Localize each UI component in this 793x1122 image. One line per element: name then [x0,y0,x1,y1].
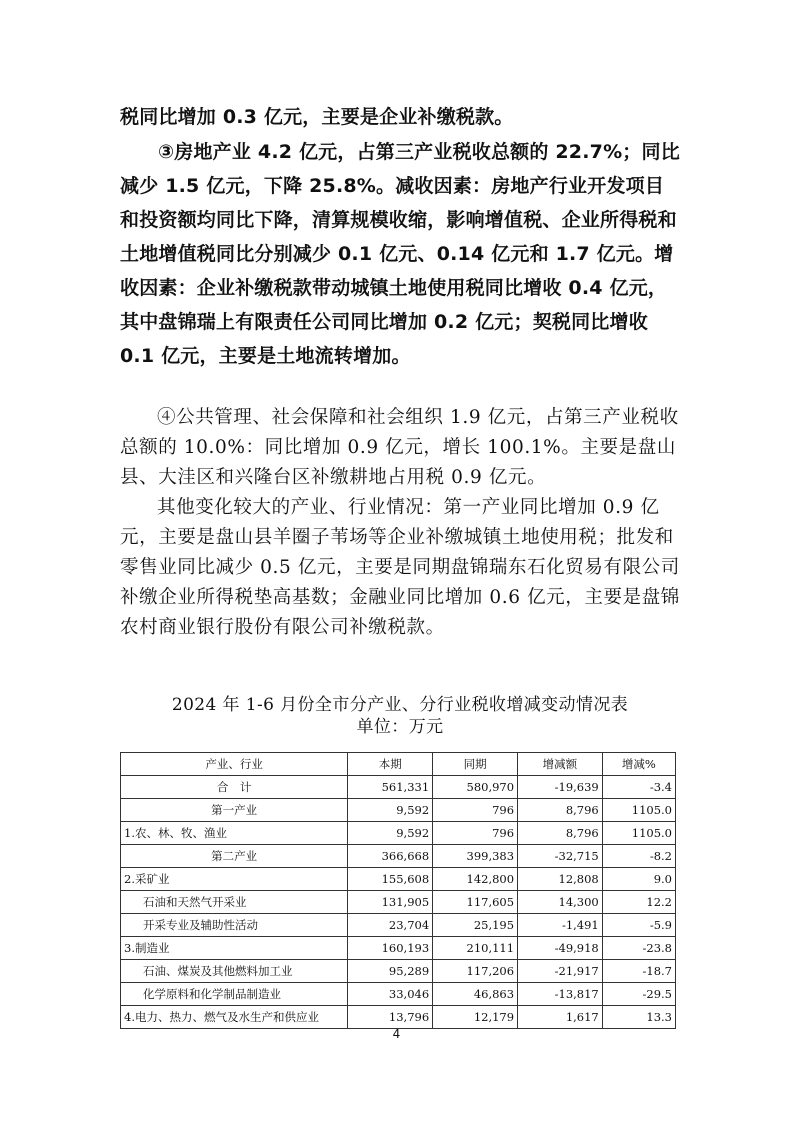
row-current: 9,592 [348,799,433,822]
row-previous: 796 [433,799,518,822]
row-name: 化学原料和化学制品制造业 [121,983,348,1006]
row-pct: -5.9 [602,914,675,937]
row-previous: 210,111 [433,937,518,960]
row-pct: 1105.0 [602,822,675,845]
table-header-row [121,753,676,776]
row-pct: -23.8 [602,937,675,960]
row-name: 1.农、林、牧、渔业 [121,822,348,845]
table-row [121,1006,676,1029]
row-current: 13,796 [348,1006,433,1029]
row-previous: 796 [433,822,518,845]
table-row [121,891,676,914]
row-current: 366,668 [348,845,433,868]
row-name: 合 计 [121,776,348,799]
row-change: -49,918 [518,937,603,960]
row-name: 3.制造业 [121,937,348,960]
row-previous: 12,179 [433,1006,518,1029]
row-pct: -29.5 [602,983,675,1006]
header-change: 增减额 [518,753,603,776]
table-row [121,799,676,822]
table-row [121,868,676,891]
row-pct: 9.0 [602,868,675,891]
row-pct: 1105.0 [602,799,675,822]
row-current: 561,331 [348,776,433,799]
row-change: 8,796 [518,822,603,845]
table-unit: 单位：万元 [356,717,444,737]
row-current: 33,046 [348,983,433,1006]
row-current: 131,905 [348,891,433,914]
row-change: 12,808 [518,868,603,891]
row-pct: 13.3 [602,1006,675,1029]
table-row [121,960,676,983]
row-name: 石油和天然气开采业 [121,891,348,914]
row-name: 第一产业 [121,799,348,822]
row-current: 155,608 [348,868,433,891]
row-previous: 117,605 [433,891,518,914]
header-current: 本期 [348,753,433,776]
page-number: 4 [392,1027,401,1041]
row-name: 2.采矿业 [121,868,348,891]
row-name: 4.电力、热力、燃气及水生产和供应业 [121,1006,348,1029]
paragraph-1: 税同比增加 0.3 亿元，主要是企业补缴税款。 [120,106,514,128]
row-current: 160,193 [348,937,433,960]
row-change: -19,639 [518,776,603,799]
table-row [121,845,676,868]
row-pct: 12.2 [602,891,675,914]
header-pct: 增减% [602,753,675,776]
row-change: -32,715 [518,845,603,868]
table-row [121,822,676,845]
row-change: 14,300 [518,891,603,914]
table-title: 2024 年 1-6 月份全市分产业、分行业税收增减变动情况表 [171,695,629,715]
paragraph-other-industries: 其他变化较大的产业、行业情况：第一产业同比增加 0.9 亿元，主要是盘山县羊圈子苇场等企业补缴城镇土地使用税；批发和零售业同比减少 0.5 亿元，主要是同期盘锦瑞东石化贸易有限公司补缴企业所得税垫高基数；金融业同比增加 0.6 亿元，主要是盘锦农村商业银行股份有限公司补缴税款。 [120,497,680,638]
table-row [121,914,676,937]
row-previous: 580,970 [433,776,518,799]
row-previous: 142,800 [433,868,518,891]
row-name: 开采专业及辅助性活动 [121,914,348,937]
row-name: 第二产业 [121,845,348,868]
row-current: 23,704 [348,914,433,937]
row-previous: 399,383 [433,845,518,868]
row-previous: 25,195 [433,914,518,937]
row-change: 8,796 [518,799,603,822]
row-current: 95,289 [348,960,433,983]
table-row [121,776,676,799]
row-current: 9,592 [348,822,433,845]
row-change: 1,617 [518,1006,603,1029]
row-pct: -8.2 [602,845,675,868]
row-pct: -18.7 [602,960,675,983]
row-pct: -3.4 [602,776,675,799]
paragraph-real-estate: ③房地产业 4.2 亿元，占第三产业税收总额的 22.7%；同比减少 1.5 亿元，下降 25.8%。减收因素：房地产行业开发项目和投资额均同比下降，清算规模收缩，影响增值税、企业所得税和土地增值税同比分别减少 0.1 亿元、0.14 亿元和 1.7 亿元。增收因素：企业补缴税款带动城镇土地使用税同比增收 0.4 亿元，其中盘锦瑞上有限责任公司同比增加 0.2 亿元；契税同比增收 0.1 亿元，主要是土地流转增加。 [120,141,680,367]
row-previous: 117,206 [433,960,518,983]
table-row [121,983,676,1006]
tax-change-table [120,752,676,1029]
table-row [121,937,676,960]
row-previous: 46,863 [433,983,518,1006]
row-change: -1,491 [518,914,603,937]
row-change: -13,817 [518,983,603,1006]
row-change: -21,917 [518,960,603,983]
row-name: 石油、煤炭及其他燃料加工业 [121,960,348,983]
header-industry: 产业、行业 [121,753,348,776]
header-previous: 同期 [433,753,518,776]
paragraph-public-admin: ④公共管理、社会保障和社会组织 1.9 亿元，占第三产业税收总额的 10.0%：同比增加 0.9 亿元，增长 100.1%。主要是盘山县、大洼区和兴隆台区补缴耕地占用税 0.9 亿元。 [120,407,679,488]
